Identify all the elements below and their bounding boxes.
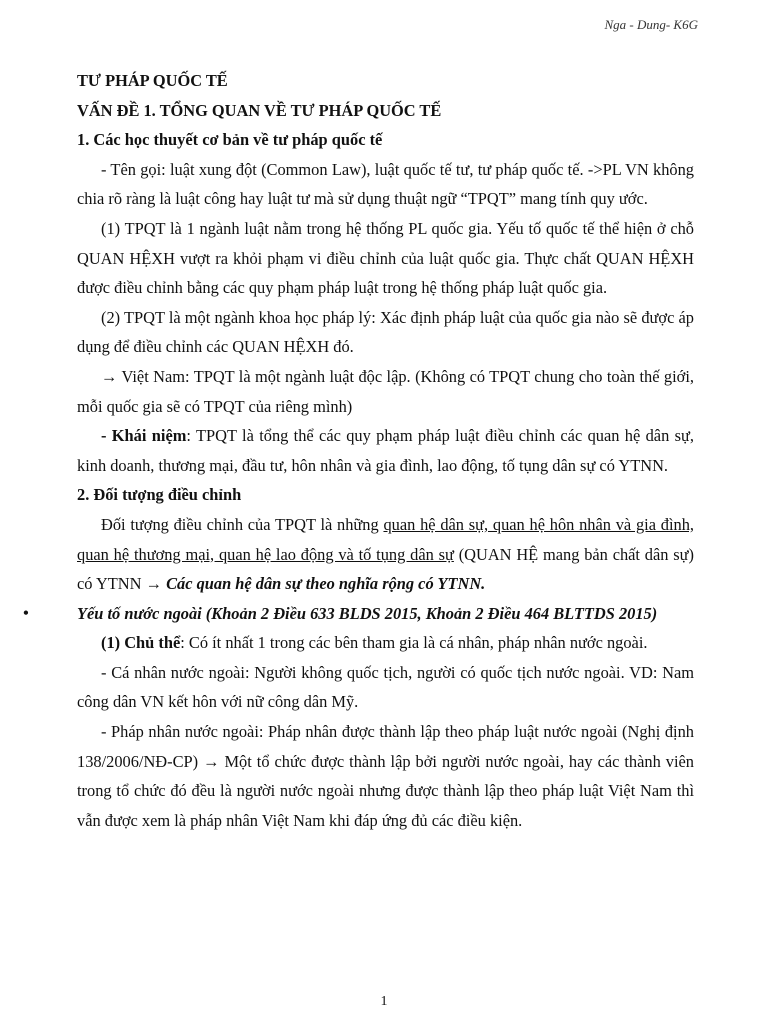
paragraph-object	[77, 510, 694, 599]
object-text-b: (QUAN HỆ mang bản chất dân sự) có YTNN	[77, 544, 695, 594]
page-number: 1	[380, 994, 388, 1009]
section-title: VẤN ĐỀ 1. TỔNG QUAN VỀ TƯ PHÁP QUỐC TẾ	[77, 100, 442, 120]
page-header-author: Nga - Dung- K6G	[604, 17, 698, 32]
subject-label: (1) Chủ thể	[101, 633, 181, 653]
paragraph-subject	[77, 628, 694, 658]
document-title: TƯ PHÁP QUỐC TẾ	[77, 71, 228, 90]
legal-entity-text-b: Một tổ chức được thành lập bởi người nước ngoài, hay các thành viên trong tổ chức đó đều là người nước ngoài nhưng được thành lập theo pháp luật Việt Nam thì vẫn được xem là pháp nhân Việt Nam khi đáp ứng đủ các điều kiện.	[77, 751, 694, 830]
subject-text: : Có ít nhất 1 trong các bên tham gia là cá nhân, pháp nhân nước ngoài.	[180, 633, 648, 653]
arrow-icon: →	[101, 366, 118, 386]
object-text-underlined: quan hệ dân sự, quan hệ hôn nhân và gia đình, quan hệ thương mại, quan hệ lao động và tố tụng dân sự	[77, 514, 694, 564]
paragraph-vietnam-text: Việt Nam: TPQT là một ngành luật độc lập. (Không có TPQT chung cho toàn thế giới, mỗi quốc gia sẽ có TPQT của riêng mình)	[77, 366, 694, 416]
heading-2: 2. Đối tượng điều chỉnh	[77, 485, 242, 505]
object-text-emphasis: Các quan hệ dân sự theo nghĩa rộng có YTNN.	[161, 574, 486, 594]
concept-text: : TPQT là tổng thể các quy phạm pháp luật điều chỉnh các quan hệ dân sự, kinh doanh, thương mại, đầu tư, hôn nhân và gia đình, lao động, tố tụng dân sự có YTNN.	[77, 426, 694, 475]
bullet-foreign-element	[23, 599, 694, 629]
paragraph-name: - Tên gọi: luật xung đột (Common Law), luật quốc tế tư, tư pháp quốc tế. ->PL VN không chia rõ ràng là luật công hay luật tư mà sử dụng thuật ngữ “TPQT” mang tính quy ước.	[77, 159, 694, 209]
bullet-text: Yếu tố nước ngoài (Khoản 2 Điều 633 BLDS 2015, Khoản 2 Điều 464 BLTTDS 2015)	[77, 603, 658, 623]
paragraph-concept	[77, 421, 694, 480]
object-text-a: Đối tượng điều chỉnh của TPQT là những	[101, 514, 384, 534]
arrow-icon: →	[145, 574, 162, 594]
paragraph-definition-1: (1) TPQT là 1 ngành luật nằm trong hệ thống PL quốc gia. Yếu tố quốc tế thể hiện ở chỗ QUAN HỆXH vượt ra khỏi phạm vi điều chỉnh của luật quốc gia. Thực chất QUAN HỆXH được điều chỉnh bằng các quy phạm pháp luật trong hệ thống pháp luật quốc gia.	[77, 218, 694, 298]
arrow-icon: →	[203, 751, 220, 771]
heading-1: 1. Các học thuyết cơ bản về tư pháp quốc tế	[77, 130, 383, 150]
paragraph-vietnam	[77, 362, 694, 421]
paragraph-definition-2: (2) TPQT là một ngành khoa học pháp lý: Xác định pháp luật của quốc gia nào sẽ được áp dụng để điều chỉnh các QUAN HỆXH đó.	[77, 307, 694, 357]
legal-entity-text-a: - Pháp nhân nước ngoài: Pháp nhân được thành lập theo pháp luật nước ngoài (Nghị định 138/2006/NĐ-CP)	[77, 722, 694, 771]
concept-label: - Khái niệm	[101, 426, 187, 446]
paragraph-foreign-legal-entity	[77, 717, 694, 835]
document-body	[23, 66, 695, 835]
bullet-icon: •	[23, 604, 29, 622]
paragraph-foreign-individual: - Cá nhân nước ngoài: Người không quốc tịch, người có quốc tịch nước ngoài. VD: Nam công dân VN kết hôn với nữ công dân Mỹ.	[77, 662, 694, 712]
